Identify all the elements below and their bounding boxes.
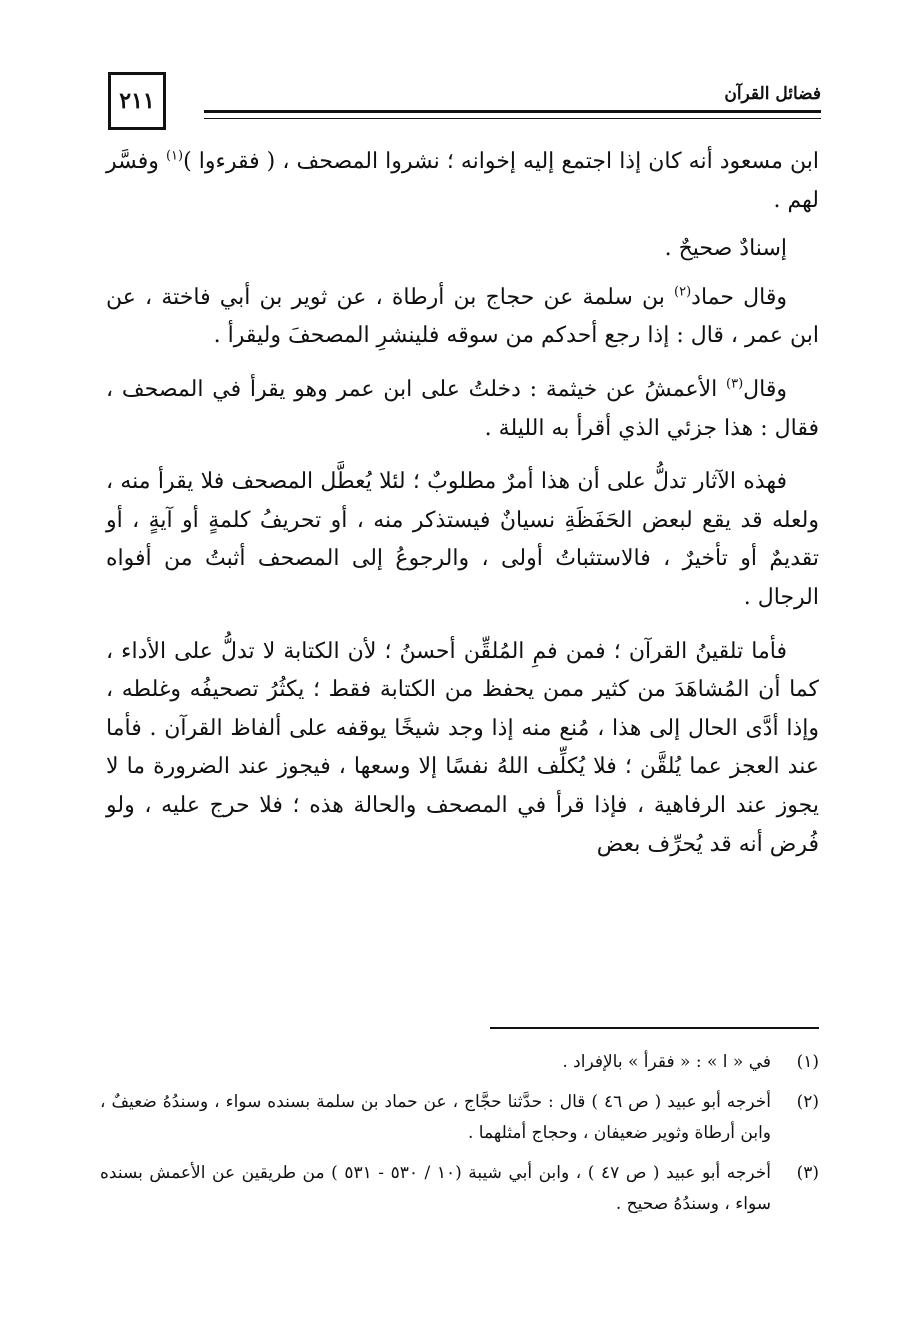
paragraph-4 xyxy=(106,371,819,448)
footnote-number: (٢) xyxy=(796,1091,819,1112)
footnote-ref-2: (٢) xyxy=(674,284,692,300)
footnote-number: (١) xyxy=(796,1052,819,1072)
footnote-text: في « ا » : « فقرأ » بالإفراد . xyxy=(562,1052,771,1072)
paragraph-2: إسنادٌ صحيحٌ . xyxy=(664,236,787,262)
footnote-1 xyxy=(100,1047,819,1079)
header-rule-thin xyxy=(204,118,821,119)
footnote-3 xyxy=(100,1158,819,1221)
footnote-number: (٣) xyxy=(796,1162,819,1183)
paragraph-3-text: بن سلمة عن حجاج بن أرطاة ، عن ثوير بن أبي فاختة ، عن ابن عمر ، قال : إذا رجع أحدكم من سوقه فلينشرِ المصحفَ وليقرأ . xyxy=(106,284,819,349)
footnotes xyxy=(100,1047,819,1229)
main-text xyxy=(106,143,819,879)
paragraph-4-lead: وقال xyxy=(743,376,787,402)
paragraph-5: فهذه الآثار تدلُّ على أن هذا أمرٌ مطلوبٌ ؛ لئلا يُعطَّل المصحف فلا يقرأ منه ، ولعله قد يقع لبعض الحَفَظَةِ نسيانٌ فيستذكر منه ، أو تحريفُ كلمةٍ أو آيةٍ ، أو تقديمٌ أو تأخيرٌ ، فالاستثباتُ أولى ، والرجوعُ إلى المصحف أثبتُ من أفواه الرجال . xyxy=(106,469,819,610)
footnote-text: أخرجه أبو عبيد ( ص ٤٧ ) ، وابن أبي شيبة (١٠ / ٥٣٠ - ٥٣١ ) من طريقين عن الأعمش بسنده سواء ، وسندُهُ صحيح . xyxy=(100,1162,772,1214)
footnote-ref-1: (١) xyxy=(165,148,184,164)
paragraph-1 xyxy=(106,143,819,220)
page-number-box xyxy=(108,72,166,130)
header-rule-thick xyxy=(204,110,821,113)
paragraph-1-tail: وفسَّر لهم . xyxy=(106,149,819,213)
page-number: ٢١١ xyxy=(119,88,155,114)
footnote-separator xyxy=(490,1027,819,1029)
paragraph-3-lead: وقال حماد xyxy=(691,284,788,310)
running-title: فضائل القرآن xyxy=(724,84,821,104)
footnote-ref-3: (٣) xyxy=(726,376,744,392)
paragraph-6: فأما تلقينُ القرآن ؛ فمن فمِ المُلقِّن أحسنُ ؛ لأن الكتابة لا تدلُّ على الأداء ، كما أن المُشاهَدَ من كثير ممن يحفظ من الكتابة فقط ؛ يكثُرُ تصحيفُه وغلطه ، وإذا أدَّى الحال إلى هذا ، مُنع منه إذا وجد شيخًا يوقفه على ألفاظ القرآن . فأما عند العجز عما يُلقَّن ؛ فلا يُكلِّف اللهُ نفسًا إلا وسعها ، فيجوز عند الضرورة ما لا يجوز عند الرفاهية ، فإذا قرأ في المصحف والحالة هذه ؛ فلا حرج عليه ، ولو فُرض أنه قد يُحرِّف بعض xyxy=(106,638,819,857)
footnote-2 xyxy=(100,1087,819,1150)
paragraph-3 xyxy=(106,279,819,356)
paragraph-1-text: ابن مسعود أنه كان إذا اجتمع إليه إخوانه ؛ نشروا المصحف ، ( فقرءوا ) xyxy=(183,149,819,174)
paragraph-4-text: الأعمشُ عن خيثمة : دخلتُ على ابن عمر وهو يقرأ في المصحف ، فقال : هذا جزئي الذي أقرأ به الليلة . xyxy=(106,376,819,441)
footnote-text: أخرجه أبو عبيد ( ص ٤٦ ) قال : حدَّثنا حجَّاج ، عن حماد بن سلمة بسنده سواء ، وسندُهُ ضعيفٌ ، وابن أرطاة وثوير ضعيفان ، وحجاج أمثلهما . xyxy=(100,1091,771,1143)
